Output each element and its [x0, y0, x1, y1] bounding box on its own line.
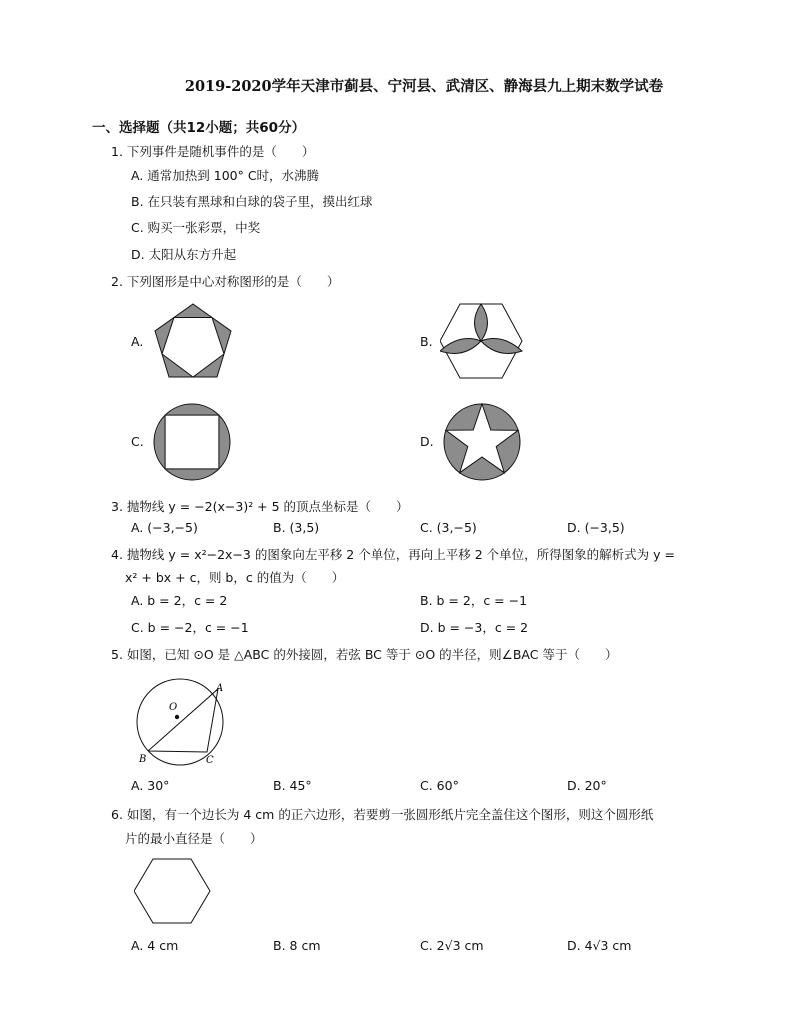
q6-option-d: D. 4√3 cm: [567, 938, 632, 953]
q5-option-d: D. 20°: [567, 778, 607, 793]
q3-option-b: B. (3,5): [273, 520, 320, 535]
figure-circle-square: [152, 402, 232, 482]
figure-circle-star: [442, 402, 522, 482]
q1-option-a: A. 通常加热到 100° C时，水沸腾: [131, 168, 320, 183]
q4-option-c: C. b = −2，c = −1: [131, 620, 249, 635]
q6-option-a: A. 4 cm: [131, 938, 179, 953]
q3-option-a: A. (−3,−5): [131, 520, 198, 535]
q6-stem-line2: 片的最小直径是（ ）: [125, 831, 263, 846]
label-a: A: [216, 683, 224, 694]
q4-stem-line1: 4. 抛物线 y = x²−2x−3 的图象向左平移 2 个单位，再向上平移 2 个单位，所得图象的解析式为 y =: [111, 547, 675, 562]
q3-stem: 3. 抛物线 y = −2(x−3)² + 5 的顶点坐标是（ ）: [111, 499, 409, 514]
label-o: O: [169, 702, 178, 713]
q1-option-b: B. 在只装有黑球和白球的袋子里，摸出红球: [131, 194, 373, 209]
figure-pentagon: [152, 302, 234, 380]
q2-option-b: B.: [420, 334, 433, 349]
figure-hexagon: [134, 857, 212, 925]
q5-option-c: C. 60°: [420, 778, 459, 793]
q4-option-b: B. b = 2，c = −1: [420, 593, 528, 608]
q2-option-c: C.: [131, 434, 144, 449]
q1-stem: 1. 下列事件是随机事件的是（ ）: [111, 144, 315, 159]
q5-option-a: A. 30°: [131, 778, 170, 793]
q6-option-c: C. 2√3 cm: [420, 938, 484, 953]
q4-stem-line2: x² + bx + c，则 b，c 的值为（ ）: [125, 570, 345, 585]
q3-option-c: C. (3,−5): [420, 520, 477, 535]
q2-option-d: D.: [420, 434, 434, 449]
q6-option-b: B. 8 cm: [273, 938, 321, 953]
q2-option-a: A.: [131, 334, 144, 349]
figure-hexagon-petals: [440, 301, 524, 381]
q1-option-c: C. 购买一张彩票，中奖: [131, 220, 261, 235]
q4-option-d: D. b = −3，c = 2: [420, 620, 529, 635]
q4-option-a: A. b = 2，c = 2: [131, 593, 228, 608]
q5-stem: 5. 如图，已知 ⊙O 是 △ABC 的外接圆，若弦 BC 等于 ⊙O 的半径，则∠BAC 等于（ ）: [111, 647, 618, 662]
q2-stem: 2. 下列图形是中心对称图形的是（ ）: [111, 274, 340, 289]
q5-option-b: B. 45°: [273, 778, 312, 793]
label-b: B: [139, 754, 147, 765]
page-title: 2019-2020学年天津市蓟县、宁河县、武清区、静海县九上期末数学试卷: [184, 78, 664, 95]
q6-stem-line1: 6. 如图，有一个边长为 4 cm 的正六边形，若要剪一张圆形纸片完全盖住这个图形，则这个圆形纸: [111, 807, 654, 822]
figure-circumcircle: [128, 676, 234, 768]
section-heading: 一、选择题（共12小题；共60分）: [92, 120, 306, 136]
q3-option-d: D. (−3,5): [567, 520, 625, 535]
q1-option-d: D. 太阳从东方升起: [131, 247, 237, 262]
label-c: C: [206, 755, 214, 766]
